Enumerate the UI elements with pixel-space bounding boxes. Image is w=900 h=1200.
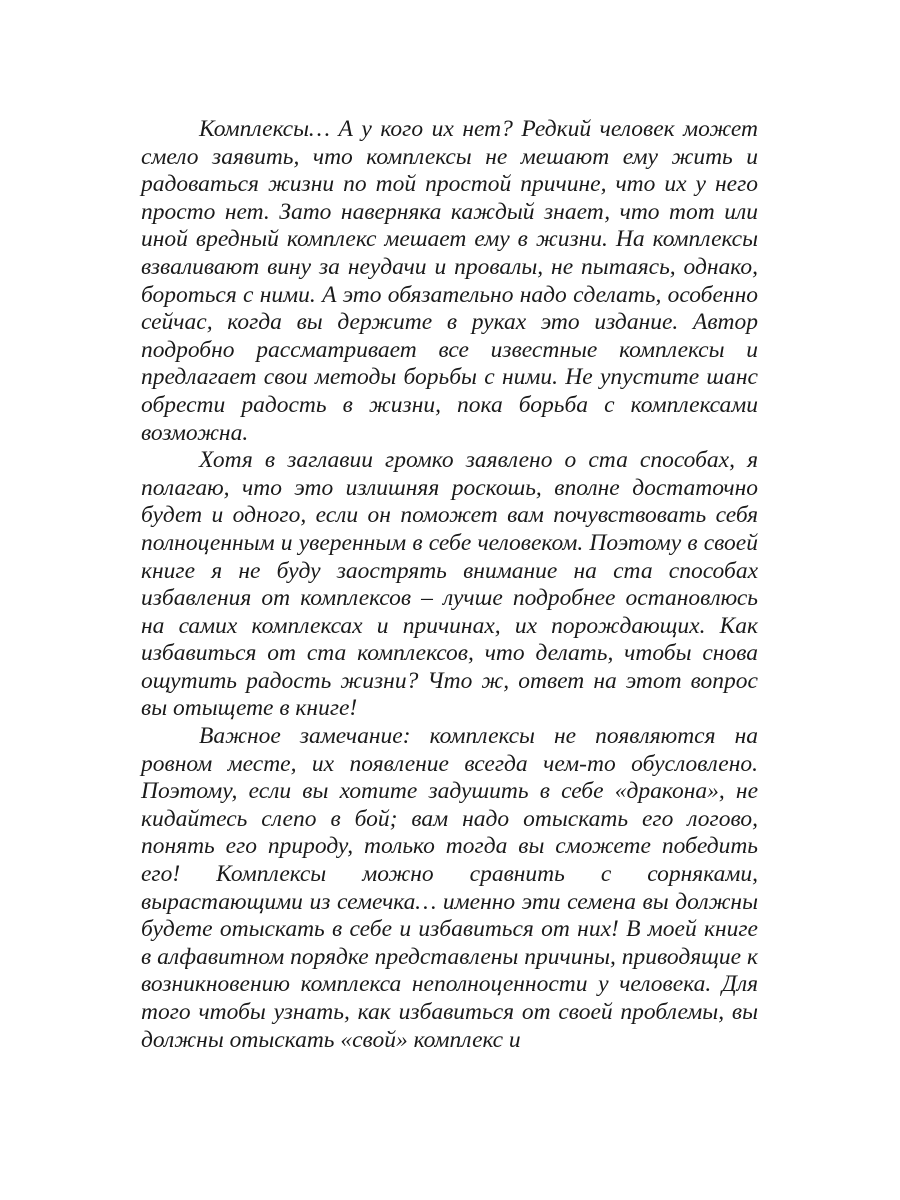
paragraph-important-note: Важное замечание: комплексы не появляются на ровном месте, их появление всегда чем-то обусловлено. Поэтому, если вы хотите задушить в себе «дракона», не кидайтесь слепо в бой; вам надо отыскать его логово, понять его природу, только тогда вы сможете победить его! Комплексы можно сравнить с сорняками, вырастающими из семечка… именно эти семена вы должны будете отыскать в себе и избавиться от них! В моей книге в алфавитном порядке представлены причины, приводящие к возникновению комплекса неполноценности у человека. Для того чтобы узнать, как избавиться от своей проблемы, вы должны отыскать «свой» комплекс и	[141, 723, 758, 1053]
page-text	[141, 116, 758, 1054]
paragraph-intro: Комплексы… А у кого их нет? Редкий человек может смело заявить, что комплексы не мешают ему жить и радоваться жизни по той простой причине, что их у него просто нет. Зато наверняка каждый знает, что тот или иной вредный комплекс мешает ему в жизни. На комплексы взваливают вину за неудачи и провалы, не пытаясь, однако, бороться с ними. А это обязательно надо сделать, особенно сейчас, когда вы держите в руках это издание. Автор подробно рассматривает все известные комплексы и предлагает свои методы борьбы с ними. Не упустите шанс обрести радость в жизни, пока борьба с комплексами возможна.	[141, 116, 758, 446]
paragraph-hundred-ways: Хотя в заглавии громко заявлено о ста способах, я полагаю, что это излишняя роскошь, вполне достаточно будет и одного, если он поможет вам почувствовать себя полноценным и уверенным в себе человеком. Поэтому в своей книге я не буду заострять внимание на ста способах избавления от комплексов – лучше подробнее остановлюсь на самих комплексах и причинах, их порождающих. Как избавиться от ста комплексов, что делать, чтобы снова ощутить радость жизни? Что ж, ответ на этот вопрос вы отыщете в книге!	[141, 447, 758, 722]
